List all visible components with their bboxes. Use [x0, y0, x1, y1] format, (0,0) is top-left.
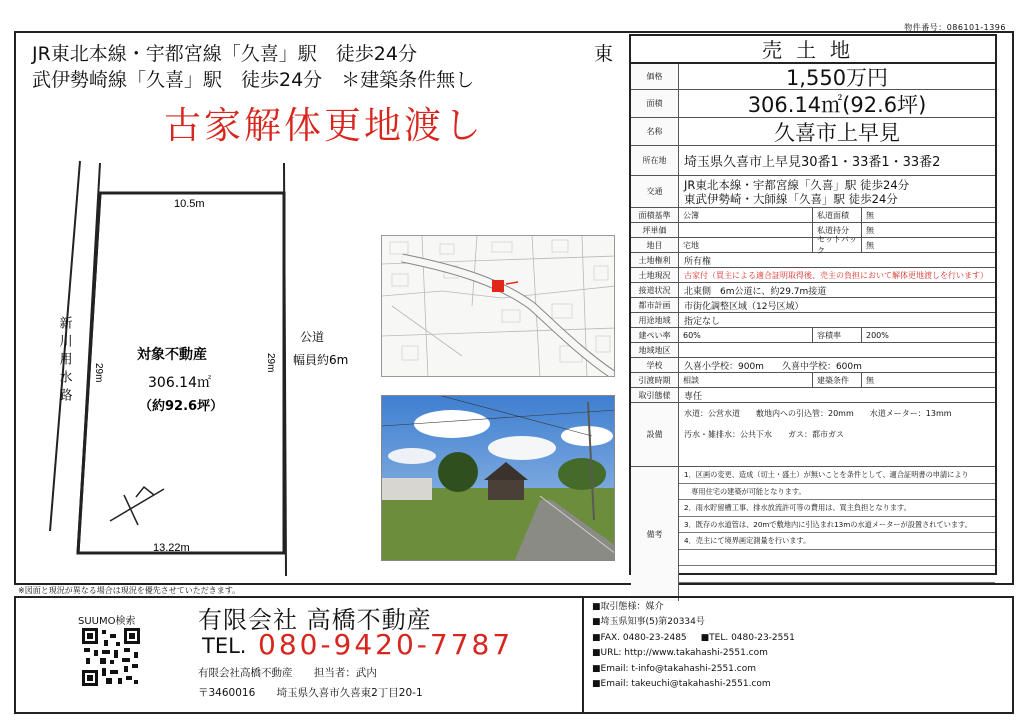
value-city-plan: 市街化調整区域（12号区域）	[684, 301, 804, 312]
value-price: 1,550万円	[785, 65, 889, 89]
label-private-road-share: 私道持分	[812, 223, 862, 237]
headline-jr-access: JR東北本線・宇都宮線「久喜」駅 徒歩24分	[32, 43, 417, 65]
row-land-type	[631, 235, 995, 255]
label-city-plan: 都市計画	[631, 298, 679, 312]
value-school: 久喜小学校：900m 久喜中学校：600m	[684, 361, 862, 372]
value-private-road-share: 無	[866, 225, 874, 235]
label-status: 土地現況	[631, 268, 679, 282]
footer-divider	[582, 598, 584, 712]
public-road-label: 公道	[300, 330, 325, 344]
remark-line: 3．既存の水道管は、20mで敷地内に引込まれ13mの水道メーターが設置されています。	[679, 517, 995, 534]
row-bcr	[631, 328, 995, 343]
address-line	[198, 685, 441, 700]
value-tsubo-price	[679, 223, 812, 237]
facilities-water: 水道：公営水道 敷地内への引込管：20mm 水道メーター：13mm	[684, 409, 952, 419]
value-name: 久喜市上早見	[774, 120, 900, 145]
label-setback: セットバック	[812, 238, 862, 252]
headline-demolition: 古家解体更地渡し	[164, 104, 484, 147]
row-city-plan	[631, 298, 995, 313]
staff-name: 担当者：武内	[313, 667, 377, 679]
flyer-frame	[14, 31, 1014, 585]
info-deal-type: ■取引態様：媒介	[592, 602, 664, 612]
value-area: 306.14㎡(92.6坪)	[747, 92, 927, 117]
label-road: 接道状況	[631, 283, 679, 297]
row-deal	[631, 388, 995, 403]
label-location: 所在地	[631, 146, 679, 175]
value-facilities	[679, 403, 995, 466]
row-tsubo-price	[631, 223, 995, 238]
left-canal-label: 新川用水路	[56, 316, 72, 406]
label-far: 容積率	[812, 328, 862, 342]
row-transport	[631, 176, 995, 208]
facilities-sewage: 汚水・雑排水：公共下水 ガス：都市ガス	[684, 430, 844, 440]
value-area-basis: 公簿	[683, 210, 699, 220]
label-facilities: 設備	[631, 403, 679, 466]
value-far: 200%	[866, 330, 889, 340]
value-status: 古家付（買主による適合証明取得後、売主の負担において解体更地渡しを行います）	[684, 270, 988, 280]
label-tsubo-price: 坪単価	[631, 223, 679, 237]
label-land-type: 地目	[631, 238, 679, 252]
row-school	[631, 358, 995, 373]
value-handover: 相談	[683, 375, 699, 385]
value-land-type: 宅地	[683, 240, 699, 250]
company-info	[592, 600, 795, 692]
value-transport	[679, 176, 995, 207]
label-private-road-area: 私道面積	[812, 208, 862, 222]
value-rights: 所有権	[684, 256, 712, 267]
value-private-road-area: 無	[866, 210, 874, 220]
north-arrow-icon	[110, 487, 164, 525]
value-district	[679, 343, 995, 357]
label-handover: 引渡時期	[631, 373, 679, 387]
remark-line: 2．雨水貯留槽工事、排水放流許可等の費用は、買主負担となります。	[679, 500, 995, 517]
label-remarks: 備考	[631, 467, 679, 601]
info-license: ■埼玉県知事(5)第20334号	[592, 617, 705, 628]
label-bcr: 建ぺい率	[631, 328, 679, 342]
label-build-condition: 建築条件	[812, 373, 862, 387]
target-property-label: 対象不動産	[137, 347, 207, 363]
spec-title: 売土地	[631, 36, 995, 64]
remark-line: 1．区画の変更、造成（切土・盛土）が無いことを条件として、適合証明書の申請により	[679, 467, 995, 484]
row-handover	[631, 373, 995, 388]
row-area-basis	[631, 208, 995, 223]
info-email-link[interactable]: ■Email: t-info@takahashi-2551.com	[592, 663, 756, 674]
staff-line	[198, 665, 395, 680]
remark-line	[679, 566, 995, 583]
row-location	[631, 146, 995, 176]
label-school: 学校	[631, 358, 679, 372]
row-rights	[631, 253, 995, 268]
dim-left-depth: 29m	[93, 363, 104, 383]
label-district: 地域地区	[631, 343, 679, 357]
spec-table	[629, 34, 997, 575]
dim-right-depth: 29m	[265, 353, 276, 373]
row-area	[631, 90, 995, 118]
value-setback: 無	[866, 240, 874, 250]
tel-label: TEL.	[202, 634, 247, 658]
row-district	[631, 343, 995, 358]
transport-jr: JR東北本線・宇都宮線「久喜」駅 徒歩24分	[684, 177, 910, 192]
row-road	[631, 283, 995, 298]
staff-company: 有限会社高橋不動産	[198, 667, 293, 679]
footer-frame	[14, 596, 1014, 714]
row-name	[631, 118, 995, 146]
row-price	[631, 64, 995, 90]
label-deal: 取引態様	[631, 388, 679, 402]
remark-line	[679, 550, 995, 567]
headline-tobu-access: 武伊勢崎線「久喜」駅 徒歩24分 ＊建築条件無し	[32, 69, 475, 91]
value-zoning: 指定なし	[684, 316, 721, 327]
info-tel: ■TEL. 0480-23-2551	[700, 632, 795, 643]
label-name: 名称	[631, 118, 679, 145]
info-fax: ■FAX. 0480-23-2485	[592, 632, 687, 643]
label-zoning: 用途地域	[631, 313, 679, 327]
value-deal: 専任	[684, 391, 703, 402]
value-bcr: 60%	[683, 330, 701, 340]
info-url-link[interactable]: ■URL: http://www.takahashi-2551.com	[592, 648, 768, 659]
dim-top-width: 10.5m	[174, 198, 205, 210]
suumo-search-label: SUUMO検索	[78, 616, 136, 627]
company-name: 有限会社 高橋不動産	[198, 606, 432, 634]
row-facilities	[631, 403, 995, 467]
row-remarks	[631, 467, 995, 601]
value-remarks	[679, 467, 995, 601]
company-address: 埼玉県久喜市久喜東2丁目20-1	[276, 687, 423, 699]
label-area-basis: 面積基準	[631, 208, 679, 222]
disclaimer-notice: ※図面と現況が異なる場合は現況を優先させていただきます。	[18, 586, 241, 595]
value-road: 北東側 6m公道に、約29.7m接道	[684, 286, 827, 297]
postal-code: 〒3460016	[198, 687, 256, 699]
label-transport: 交通	[631, 176, 679, 207]
tel-number[interactable]: 080-9420-7787	[258, 628, 514, 661]
qr-code-icon[interactable]	[82, 628, 140, 686]
headline-east: 東	[594, 43, 614, 65]
street-photo	[381, 395, 615, 561]
remark-line: 4．売主にて境界画定測量を行います。	[679, 533, 995, 550]
info-email-staff-link[interactable]: ■Email: takeuchi@takahashi-2551.com	[592, 679, 771, 690]
info-fax-tel	[592, 631, 795, 646]
remark-line: 専用住宅の建築が可能となります。	[679, 484, 995, 501]
label-price: 価格	[631, 64, 679, 89]
value-location: 埼玉県久喜市上早見30番1・33番1・33番2	[684, 155, 941, 170]
property-number: 物件番号：086101-1396	[904, 23, 1006, 32]
location-map	[381, 235, 615, 377]
target-tsubo: （約92.6坪）	[139, 399, 224, 414]
row-status	[631, 268, 995, 283]
target-area: 306.14㎡	[148, 375, 211, 391]
road-width-label: 幅員約6m	[293, 353, 349, 367]
value-build-condition: 無	[866, 375, 874, 385]
transport-tobu: 東武伊勢崎・大師線「久喜」駅 徒歩24分	[684, 191, 898, 206]
property-marker	[492, 280, 504, 292]
label-area: 面積	[631, 90, 679, 117]
dim-bottom-width: 13.22m	[153, 542, 190, 554]
label-rights: 土地権利	[631, 253, 679, 267]
row-zoning	[631, 313, 995, 328]
